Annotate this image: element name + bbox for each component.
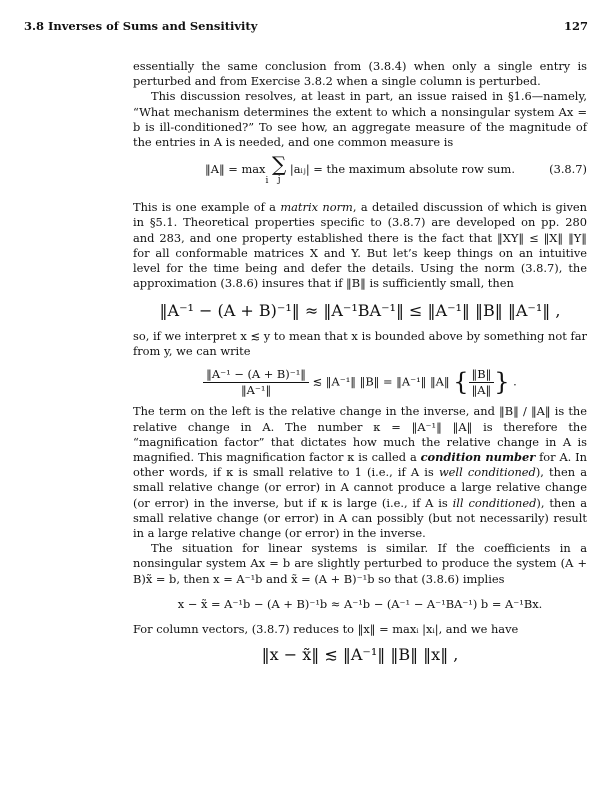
eq3-brace-fraction [469,367,495,398]
eq1-lhs: ‖A‖ = max [205,162,266,177]
p5-text-a: The term on the left is the relative change in the inverse, and ‖B‖ / ‖A‖ is the relative change in A. The number κ = ‖A⁻¹‖ ‖A‖ is therefore the “magnification factor” that dictates how much the relative change in A is magnified. This magnification factor κ is called a [133,404,587,465]
paragraph-5 [133,404,587,541]
p5-ill-conditioned: ill conditioned [452,495,537,510]
eq1-max-sub: i [265,176,269,187]
eq3-numerator: ‖A⁻¹ − (A + B)⁻¹‖ [203,367,309,383]
equation-inverse-bound: ‖A⁻¹ − (A + B)⁻¹‖ ≈ ‖A⁻¹BA⁻¹‖ ≤ ‖A⁻¹‖ ‖B‖ ‖A⁻¹‖ , [159,301,561,321]
eq3-fraction [203,367,309,398]
paragraph-3 [133,200,587,291]
equation-solution-difference: x − x̃ = A⁻¹b − (A + B)⁻¹b ≈ A⁻¹b − (A⁻¹ − A⁻¹BA⁻¹) b = A⁻¹Bx. [177,596,543,611]
equation-vector-bound: ‖x − x̃‖ ≲ ‖A⁻¹‖ ‖B‖ ‖x‖ , [261,645,459,665]
paragraph-4: so, if we interpret x ≲ y to mean that x is bounded above by something not far from y, we can write [133,328,587,358]
paragraph-1: essentially the same conclusion from (3.8.4) when only a single entry is perturbed and from Exercise 3.8.2 when a single column is perturbed. [133,59,587,89]
equation-3-8-7 [133,154,587,196]
paragraph-6: The situation for linear systems is similar. If the coefficients in a nonsingular system Ax = b are slightly perturbed to produce the system (A + B)x̃ = b, then x = A⁻¹b and x̃ = (A + B)⁻¹b so that (3.8.6) implies [133,541,587,586]
p5-well-conditioned: well conditioned [438,465,536,480]
eq3-denominator: ‖A⁻¹‖ [240,383,272,398]
p5-text-c: ), then a small relative change (or error) in A cannot produce a large relative change (or error) in the inverse, but if κ is large (i.e., if A is [133,465,587,510]
page-number: 127 [563,19,588,33]
p5-condition-number: condition number [420,450,536,465]
equation-relative-change: $\frac{\text{‖A⁻¹ − (A + B)⁻¹‖}}{\text{‖A⁻¹‖}}$ ≲ ‖A⁻¹‖ ‖B‖ = ‖A⁻¹‖ ‖A‖ { $\frac{‖B‖}{‖A‖}$ } . [133,367,587,398]
paragraph-7: For column vectors, (3.8.7) reduces to ‖x‖ = maxᵢ |xᵢ|, and we have [133,622,519,637]
eq1-entry: |aᵢⱼ| [289,162,310,177]
eq1-label: (3.8.7) [549,162,587,177]
sum-symbol: ∑ j [271,152,287,186]
section-title: 3.8 Inverses of Sums and Sensitivity [24,19,258,33]
eq3-middle: ≲ ‖A⁻¹‖ ‖B‖ = ‖A⁻¹‖ ‖A‖ [312,374,450,389]
eq3-brace-denominator: ‖A‖ [471,383,492,398]
p3-text-b: , a detailed discussion of which is given in §5.1. Theoretical properties specific to (3.8.7) are developed on pp. 280 and 283, and one property established there is the fact that ‖XY‖ ≤ ‖X‖ ‖Y‖ for all conformable matrices X and Y. But let’s keep things on an intuitive level for the time being and defer the details. Using the norm (3.8.7), the approximation (3.8.6) insures that if ‖B‖ is sufficiently small, then [133,200,588,291]
eq3-brace-numerator: ‖B‖ [469,367,495,383]
p3-text-a: This is one example of a [133,200,281,215]
p3-emphasis: matrix norm [280,200,353,215]
p5-text-d: ), then a small relative change (or error) in A can possibly (but not necessarily) result in a large relative change (or error) in the inverse. [133,495,587,541]
eq1-sum-sub: j [277,175,281,186]
body-text [133,59,587,663]
p5-text-b: for A. In other words, if κ is small relative to 1 (i.e., if A is [133,450,587,480]
running-head [24,19,588,37]
eq1-text: = the maximum absolute row sum. [313,162,515,177]
paragraph-2: This discussion resolves, at least in part, an issue raised in §1.6—namely, “What mechanism determines the extent to which a nonsingular system Ax = b is ill-conditioned?” To see how, an aggregate measure of the magnitude of the entries in A is needed, and one common measure is [133,89,587,150]
